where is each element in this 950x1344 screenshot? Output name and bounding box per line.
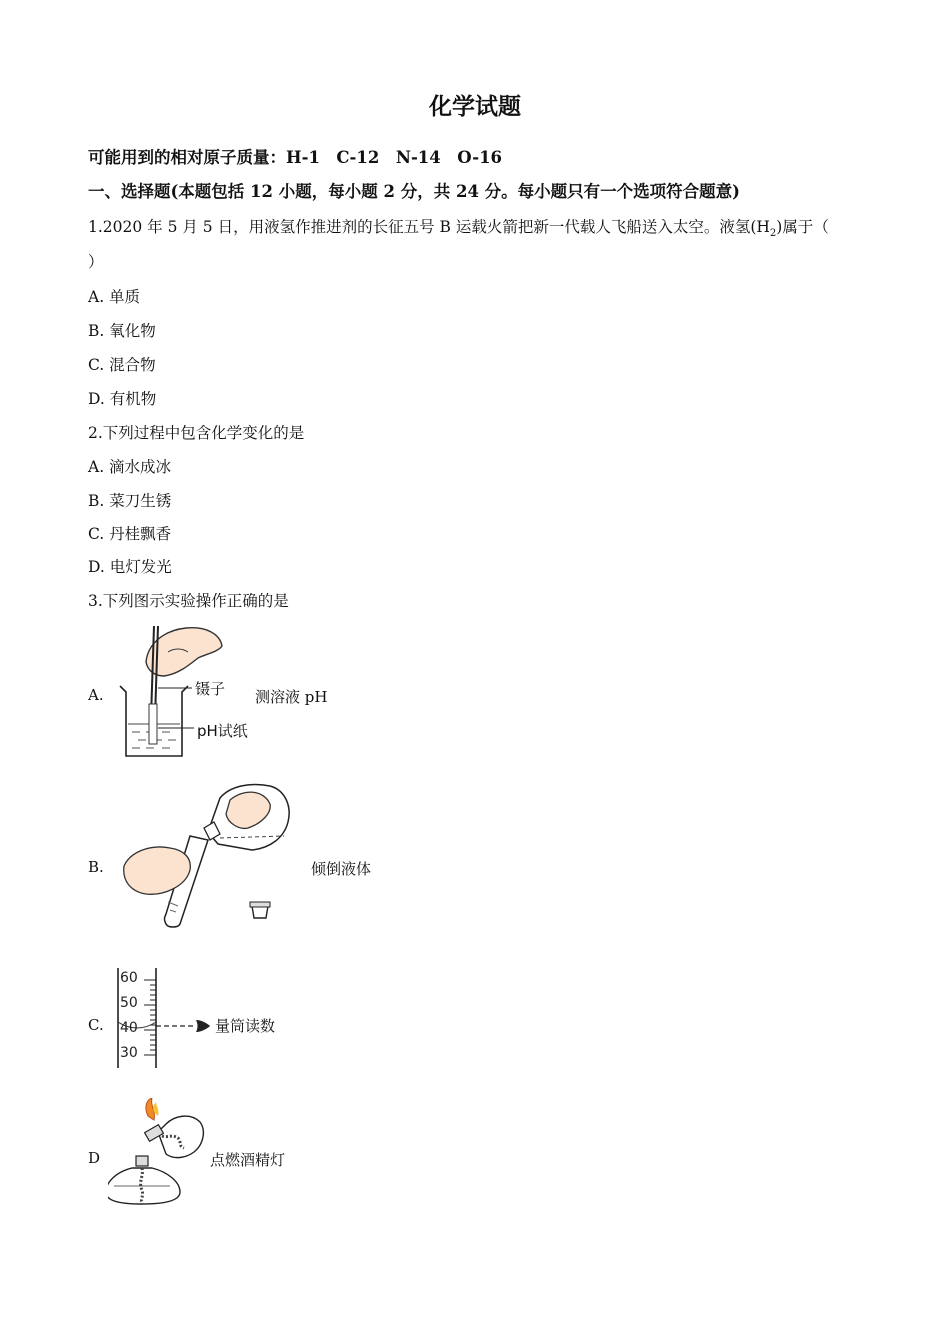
q3-option-a-caption: 测溶液 pH [255, 688, 328, 706]
alcohol-lamp-icon [136, 1156, 148, 1166]
question-2-stem: 2.下列过程中包含化学变化的是 [88, 424, 305, 442]
ph-paper-label: pH试纸 [197, 722, 248, 740]
q3-option-c-letter: C. [88, 1016, 104, 1034]
question-3-stem: 3.下列图示实验操作正确的是 [88, 592, 289, 610]
tick-label-50: 50 [120, 995, 138, 1011]
stopper-icon [252, 906, 268, 918]
question-1-stem [88, 215, 829, 239]
q3-option-a-letter: A. [88, 686, 104, 704]
q3-option-c-caption: 量筒读数 [215, 1017, 276, 1035]
eye-icon [196, 1020, 210, 1032]
pouring-liquid-figure [120, 778, 300, 928]
ph-paper-icon [149, 704, 157, 744]
atomic-mass-line: 可能用到的相对原子质量：H-1 C-12 N-14 O-16 [88, 148, 503, 167]
question-1-stem-close: ） [88, 253, 104, 271]
q1-option-a: A. 单质 [88, 288, 141, 306]
tick-label-30: 30 [120, 1045, 138, 1061]
q1-option-d: D. 有机物 [88, 390, 157, 408]
question-1-subscript: 2 [769, 228, 777, 240]
q3-option-b-letter: B. [88, 858, 104, 876]
tick-label-40: 40 [120, 1020, 138, 1036]
tweezers-label: 镊子 [195, 680, 226, 698]
question-1-stem-b: )属于（ [776, 218, 829, 236]
ph-test-figure [118, 622, 258, 762]
alcohol-lamp-figure [108, 1098, 208, 1206]
flame-icon [146, 1098, 154, 1120]
q3-option-d-letter: D [88, 1149, 101, 1167]
q2-option-c: C. 丹桂飘香 [88, 525, 172, 543]
page-title: 化学试题 [429, 93, 521, 120]
q2-option-a: A. 滴水成冰 [88, 458, 172, 476]
q1-option-b: B. 氧化物 [88, 322, 156, 340]
q3-option-b-caption: 倾倒液体 [311, 860, 372, 878]
alcohol-lamp-icon [158, 1116, 203, 1158]
q2-option-b: B. 菜刀生锈 [88, 492, 172, 510]
q1-option-c: C. 混合物 [88, 356, 156, 374]
q3-option-d-caption: 点燃酒精灯 [210, 1151, 286, 1169]
section-heading: 一、选择题(本题包括 12 小题，每小题 2 分，共 24 分。每小题只有一个选项符合题意) [88, 182, 740, 201]
question-1-stem-a: 1.2020 年 5 月 5 日，用液氢作推进剂的长征五号 B 运载火箭把新一代载人飞船送入太空。液氢(H [88, 218, 770, 236]
tick-label-60: 60 [120, 970, 138, 986]
q2-option-d: D. 电灯发光 [88, 558, 172, 576]
